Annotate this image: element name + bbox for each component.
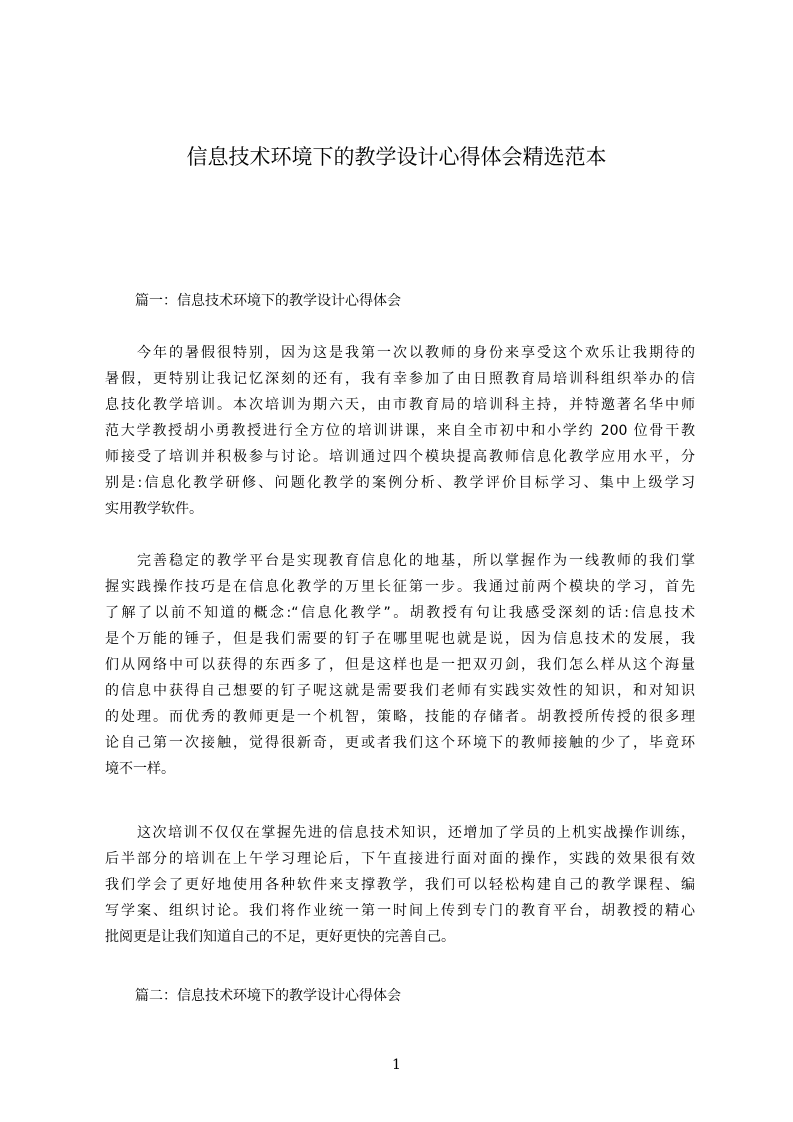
section-heading-2: 篇二：信息技术环境下的教学设计心得体会 bbox=[135, 988, 401, 1004]
paragraph-line: 师接受了培训并积极参与讨论。培训通过四个模块提高教师信息化教学应用水平，分 bbox=[105, 449, 695, 465]
paragraph-line: 的信息中获得自己想要的钉子呢这就是需要我们老师有实践实效性的知识，和对知识 bbox=[105, 683, 695, 699]
paragraph-line: 这次培训不仅仅在掌握先进的信息技术知识，还增加了学员的上机实战操作训练， bbox=[137, 825, 695, 841]
paragraph-line: 息技化教学培训。本次培训为期六天，由市教育局的培训科主持，并特邀著名华中师 bbox=[105, 397, 695, 413]
paragraph-line: 今年的暑假很特别，因为这是我第一次以教师的身份来享受这个欢乐让我期待的 bbox=[137, 345, 695, 361]
paragraph-line: 批阅更是让我们知道自己的不足，更好更快的完善自己。 bbox=[105, 929, 455, 945]
paragraph-line: 别是:信息化教学研修、问题化教学的案例分析、教学评价目标学习、集中上级学习 bbox=[105, 475, 695, 491]
paragraph-line: 握实践操作技巧是在信息化教学的万里长征第一步。我通过前两个模块的学习，首先 bbox=[105, 579, 695, 595]
paragraph-line: 我们学会了更好地使用各种软件来支撑教学，我们可以轻松构建自己的教学课程、编 bbox=[105, 877, 695, 893]
section-heading-1: 篇一：信息技术环境下的教学设计心得体会 bbox=[135, 293, 401, 309]
paragraph-2 bbox=[105, 548, 695, 782]
paragraph-line: 了解了以前不知道的概念:“信息化教学”。胡教授有句让我感受深刻的话:信息技术 bbox=[105, 605, 695, 621]
paragraph-line: 是个万能的锤子，但是我们需要的钉子在哪里呢也就是说，因为信息技术的发展，我 bbox=[105, 631, 695, 647]
paragraph-line: 们从网络中可以获得的东西多了，但是这样也是一把双刃剑，我们怎么样从这个海量 bbox=[105, 657, 695, 673]
paragraph-line: 的处理。而优秀的教师更是一个机智，策略，技能的存储者。胡教授所传授的很多理 bbox=[105, 709, 695, 725]
paragraph-line: 完善稳定的教学平台是实现教育信息化的地基，所以掌握作为一线教师的我们掌 bbox=[137, 553, 695, 569]
paragraph-line: 论自己第一次接触，觉得很新奇，更或者我们这个环境下的教师接触的少了，毕竟环 bbox=[105, 735, 695, 751]
paragraph-line: 后半部分的培训在上午学习理论后，下午直接进行面对面的操作，实践的效果很有效 bbox=[105, 851, 695, 867]
paragraph-1 bbox=[105, 340, 695, 522]
paragraph-line: 实用教学软件。 bbox=[105, 501, 203, 517]
paragraph-line: 写学案、组织讨论。我们将作业统一第一时间上传到专门的教育平台，胡教授的精心 bbox=[105, 903, 695, 919]
paragraph-line: 境不一样。 bbox=[105, 761, 175, 777]
paragraph-line: 范大学教授胡小勇教授进行全方位的培训讲课，来自全市初中和小学约 200 位骨干教 bbox=[105, 423, 695, 439]
paragraph-3 bbox=[105, 820, 695, 950]
page-number: 1 bbox=[392, 1057, 401, 1073]
document-title: 信息技术环境下的教学设计心得体会精选范本 bbox=[186, 145, 607, 169]
paragraph-line: 暑假，更特别让我记忆深刻的还有，我有幸参加了由日照教育局培训科组织举办的信 bbox=[105, 371, 695, 387]
